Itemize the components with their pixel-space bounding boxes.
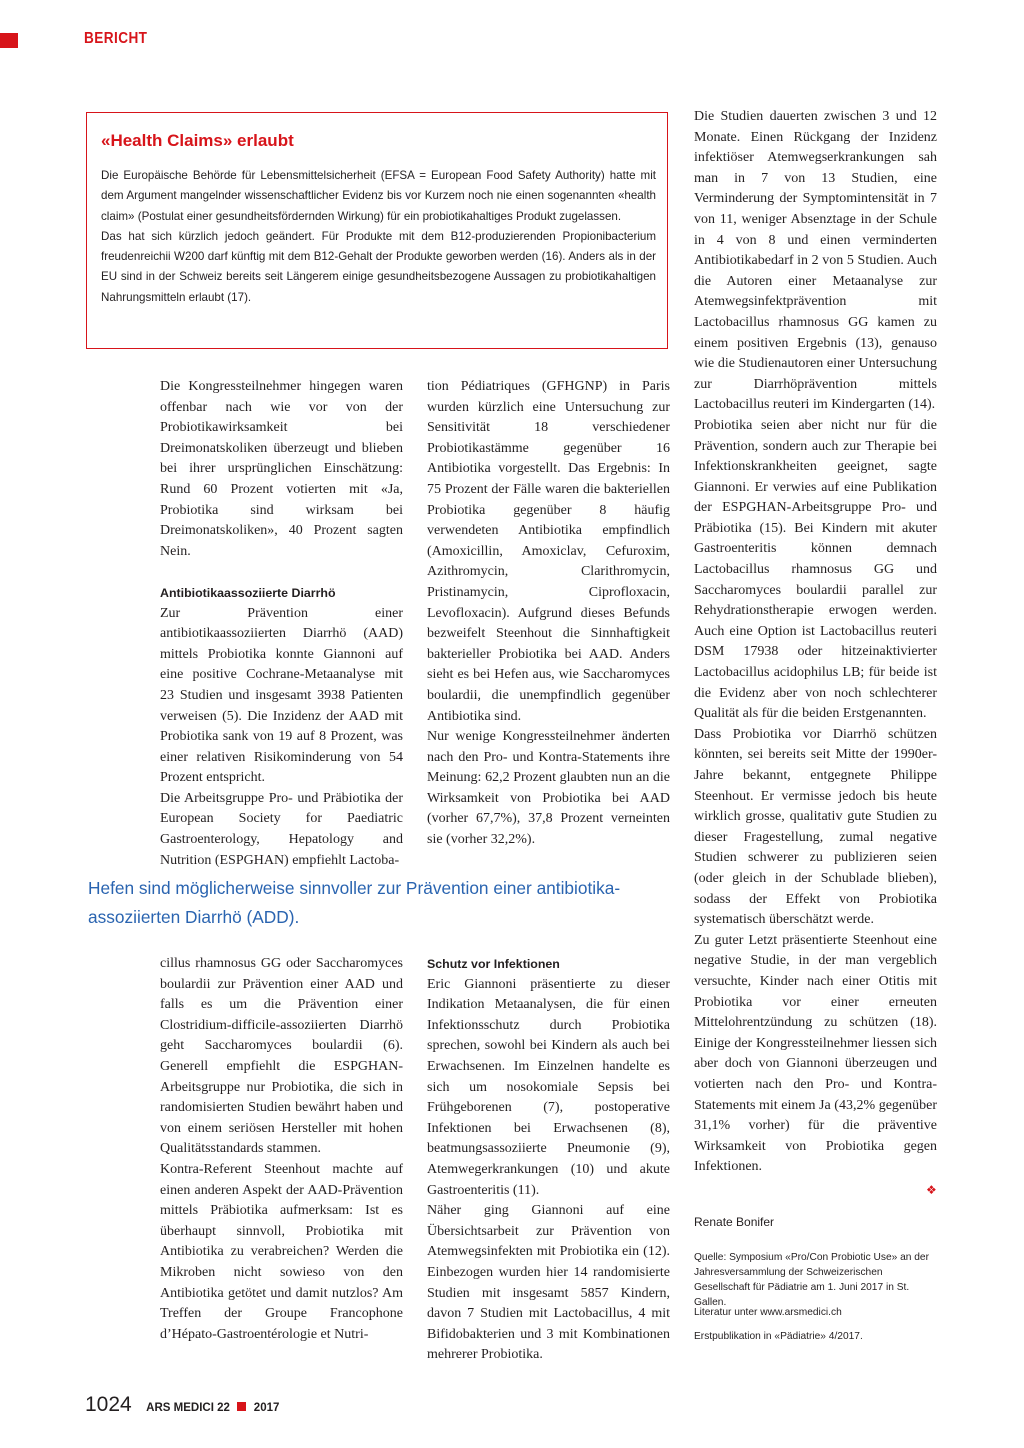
source-note: Quelle: Symposium «Pro/Con Probiotic Use» an der Jahresversammlung der Schweizerischen Gesellschaft für Pädiatrie am 1. Juni 2017 in St. Gallen. — [694, 1252, 929, 1308]
info-box-body — [101, 166, 656, 308]
paragraph: tion Pédiatriques (GFHGNP) in Paris wurden kürzlich eine Untersuchung zur Sensitivität 18 verschiedener Probiotikastämme gegenüber 16 Antibiotika vorgestellt. Das Ergebnis: In 75 Prozent der Fälle waren die bakteriellen Probiotika gegenüber 8 häufig verwendeten Antibiotika empfindlich (Amoxicillin, Amoxiclav, Cefuroxim, Azithromycin, Clarithromycin, Pristinamycin, Ciprofloxacin, Levofloxacin). Aufgrund dieses Befunds bezweifelt Steenhout die Sinnhaftigkeit bakterieller Probiotika bei AAD. Anders sieht es bei Hefen aus, wie Saccharomyces boulardii, die unempfindlich gegenüber Antibiotika sind. — [427, 379, 670, 724]
journal-name: ARS MEDICI 22 — [146, 1402, 230, 1414]
paragraph: Dass Probiotika vor Diarrhö schützen könnten, sei bereits seit Mitte der 1990er-Jahre bekannt, entgegnete Philippe Steenhout. Er vermisse jedoch bis heute wirklich grosse, qualitativ gute Studien zu dieser Fragestellung, zumal negative Studien schwerer zu publizieren seien (oder gleich in der Schublade blieben), sodass der Effekt von Probiotika systematisch überschätzt werde. — [694, 726, 937, 928]
paragraph: cillus rhamnosus GG oder Saccharomyces boulardii zur Prävention einer AAD und falls es um die Prävention einer Clostridium-difficile-assoziierten Diarrhö geht Saccharomyces boulardii (6). Generell empfiehlt die ESPGHAN-Arbeitsgruppe nur Probiotika, die sich in randomisierten Studien bewährt haben und von einem seriösen Hersteller mit hohen Qualitätsstandards stammen. — [160, 956, 403, 1157]
paragraph: Nur wenige Kongressteilnehmer änderten nach den Pro- und Kontra-Statements ihre Meinung: 62,2 Prozent glaubten nun an die Wirksamkeit von Probiotika bei AAD (vorher 67,7%), 37,8 Prozent verneinten sie (vorher 32,2%). — [427, 729, 670, 848]
page-footer — [85, 1393, 279, 1417]
footer-square-icon — [237, 1402, 246, 1411]
subheading: Antibiotikaassoziierte Diarrhö — [160, 585, 336, 600]
info-box-paragraph: Die Europäische Behörde für Lebensmittelsicherheit (EFSA = European Food Safety Authority) hatte mit dem Argument mangelnder wissenschaftlicher Evidenz bis vor Kurzem noch nie einen sogenannten «health claim» (Postulat einer gesundheitsfördernden Wirkung) für ein probiotikahaltiges Produkt zugelassen. — [101, 169, 656, 223]
column-lower-left — [160, 954, 403, 1345]
paragraph: Zu guter Letzt präsentierte Steenhout eine negative Studie, in der man vergeblich versuchte, Kinder nach einer Otitis mit Probiotika vor einer erneuten Mittelohrentzündung zu schützen (18). Einige der Kongressteilnehmer liessen sich aber doch von Giannoni überzeugen und votierten nach den Pro- und Kontra-Statements mit einem Ja (43,2% gegenüber 31,1% vorher) für die präventive Wirksamkeit von Probiotika gegen Infektionen. — [694, 932, 937, 1175]
paragraph: Die Arbeitsgruppe Pro- und Präbiotika der European Society for Paediatric Gastroenterology, Hepatology and Nutrition (ESPGHAN) empfiehlt Lactoba- — [160, 790, 403, 868]
pull-quote: Hefen sind möglicherweise sinnvoller zur Prävention einer antibiotika-assoziierten Diarrhö (ADD). — [88, 878, 621, 927]
paragraph: Näher ging Giannoni auf eine Übersichtsarbeit zur Prävention von Atemwegsinfekten mit Probiotika ein (12). Einbezogen wurden hier 14 randomisierte Studien mit insgesamt 5857 Kindern, davon 7 Studien mit Lactobacillus, 4 mit Bifidobakterien und 3 mit Kombinationen mehrerer Probiotika. — [427, 1203, 670, 1363]
paragraph: Die Kongressteilnehmer hingegen waren offenbar nach wie vor von der Probiotikawirksamkeit bei Dreimonatskoliken überzeugt und blieben bei ihrer ursprünglichen Einschätzung: Rund 60 Prozent votierten mit «Ja, Probiotika sind wirksam bei Dreimonatskoliken», 40 Prozent sagten Nein. — [160, 379, 403, 559]
paragraph: Eric Giannoni präsentierte zu dieser Indikation Metaanalysen, die für einen Infektionsschutz durch Probiotika sprechen, sowohl bei Kindern als auch bei Erwachsenen. Im Einzelnen handelte es sich um nosokomiale Sepsis bei Frühgeborenen (7), postoperative Infektionen bei Erwachsenen (8), beatmungsassoziierte Pneumonie (9), Atemwegerkrankungen (10) und akute Gastroenteritis (11). — [427, 976, 670, 1198]
literature-note: Literatur unter www.arsmedici.ch — [694, 1307, 842, 1318]
info-box-title: «Health Claims» erlaubt — [101, 131, 294, 150]
page-number: 1024 — [85, 1393, 132, 1416]
info-box-paragraph: Das hat sich kürzlich jedoch geändert. Für Produkte mit dem B12-produzierenden Propionibacterium freudenreichii W200 darf künftig mit dem B12-Gehalt der Produkte geworben werden (16). Anders als in der EU sind in der Schweiz bereits seit Längerem einige gesundheitsbezogene Aussagen zu probiotikahaltigen Nahrungsmitteln erlaubt (17). — [101, 229, 656, 304]
first-publication-note: Erstpublikation in «Pädiatrie» 4/2017. — [694, 1331, 863, 1342]
paragraph: Die Studien dauerten zwischen 3 und 12 Monate. Einen Rückgang der Inzidenz infektiöser Atemwegserkrankungen sah man in 7 von 13 Studien, eine Verminderung der Symptomintensität in 7 von 11, weniger Absenztage in der Schule in 4 von 8 und einen verminderten Antibiotikabedarf in 2 von 5 Studien. Auch die Autoren einer Metaanalyse zur Atemwegsinfektprävention mit Lactobacillus rhamnosus GG kamen zu einem positiven Ergebnis (13), genauso wie die Studienautoren einer Untersuchung zur Diarrhöprävention mittels Lactobacillus reuteri im Kindergarten (14). — [694, 109, 937, 413]
section-marker — [0, 33, 18, 48]
paragraph: Probiotika seien aber nicht nur für die Prävention, sondern auch zur Therapie bei Infektionskrankheiten geeignet, sagte Giannoni. Er verwies auf eine Publikation der ESPGHAN-Arbeitsgruppe Pro- und Präbiotika (15). Bei Kindern mit akuter Gastroenteritis können demnach Lactobacillus rhamnosus GG und Saccharomyces boulardii parallel zur Rehydrationstherapie erwogen werden. Auch eine Option ist Lactobacillus reuteri DSM 17938 oder hitzeinaktivierter Lactobacillus acidophilus LB; für beide ist die Evidenz aber von noch schlechterer Qualität als für die beiden Erstgenannten. — [694, 417, 937, 722]
end-mark-icon: ❖ — [926, 1183, 937, 1197]
subheading: Schutz vor Infektionen — [427, 957, 560, 971]
section-label: BERICHT — [84, 30, 148, 47]
journal-year: 2017 — [253, 1402, 280, 1414]
paragraph: Kontra-Referent Steenhout machte auf einen anderen Aspekt der AAD-Prävention mittels Präbiotika aufmerksam: Ist es überhaupt sinnvoll, Probiotika mit Antibiotika zu verabreichen? Werden die Mikroben nicht sowieso von den Antibiotika getötet und damit nutzlos? Am Treffen der Groupe Francophone d’Hépato-Gastroentérologie et Nutri- — [160, 1161, 403, 1342]
column-lower-middle — [427, 954, 670, 1366]
column-right — [694, 107, 937, 1178]
column-upper-left — [160, 377, 403, 871]
paragraph: Zur Prävention einer antibiotikaassoziierten Diarrhö (AAD) mittels Probiotika konnte Giannoni auf eine positive Cochrane-Metaanalyse mit 23 Studien und insgesamt 3938 Patienten verweisen (5). Die Inzidenz der AAD mit Probiotika sank von 19 auf 8 Prozent, was einer relativen Risikominderung von 54 Prozent entspricht. — [160, 605, 403, 786]
author-name: Renate Bonifer — [694, 1215, 775, 1229]
column-upper-middle — [427, 377, 670, 851]
